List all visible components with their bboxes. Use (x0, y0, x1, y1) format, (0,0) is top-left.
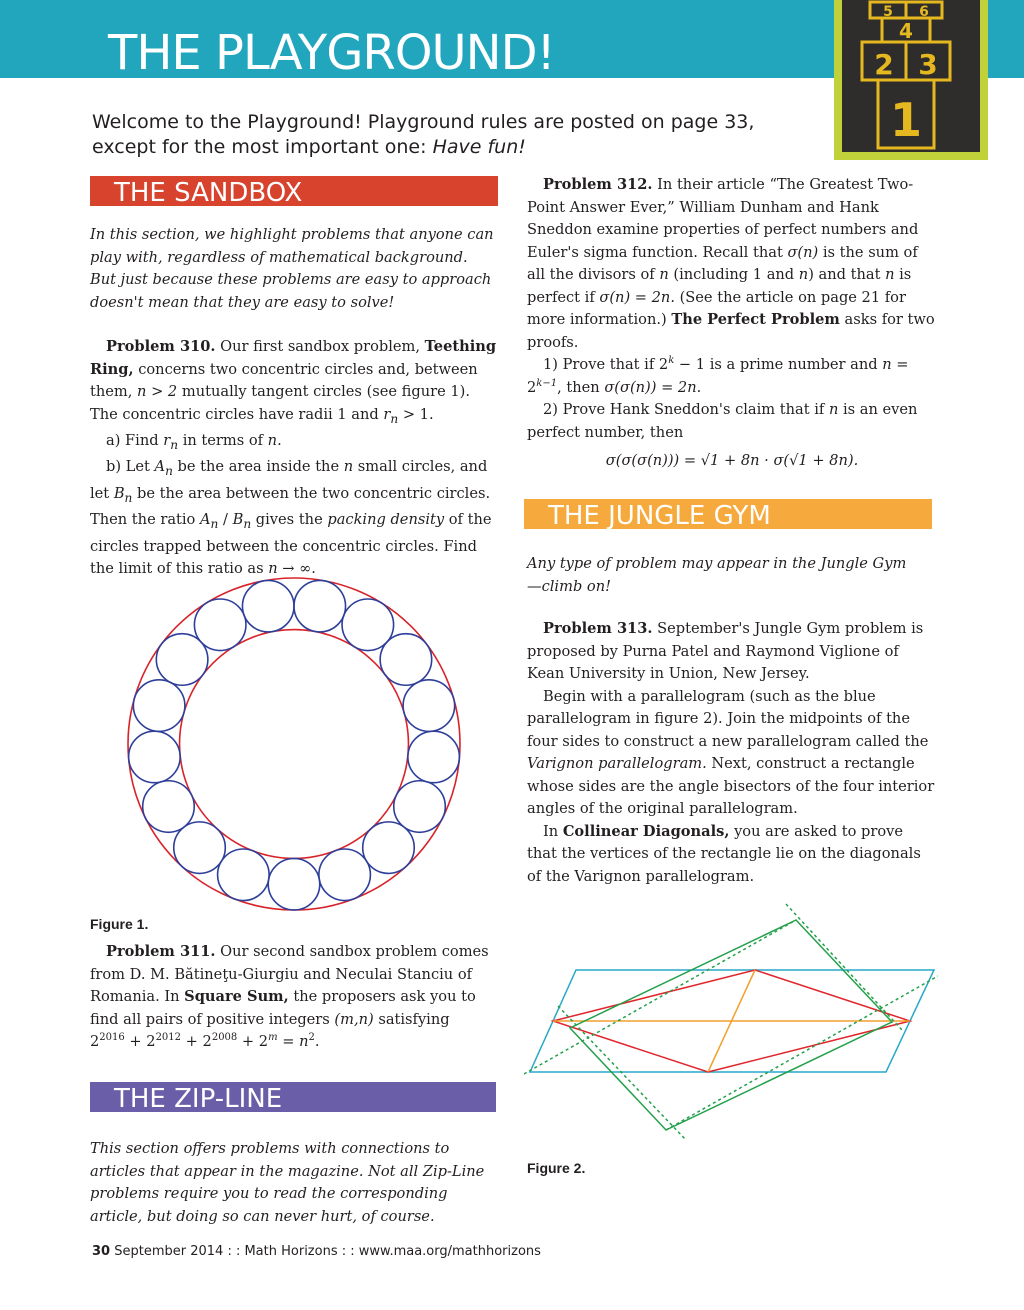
page-title: THE PLAYGROUND! (108, 25, 555, 81)
hop-number: 2 (874, 48, 894, 81)
hop-number: 6 (919, 4, 929, 20)
hopscotch-drawing (842, 0, 980, 152)
jungle-heading-bar (524, 499, 932, 529)
bisector-rectangle (570, 920, 892, 1130)
figure-2-varignon (524, 896, 938, 1142)
angle-bisector (786, 904, 902, 1030)
inner-circle (180, 630, 409, 859)
jungle-intro: Any type of problem may appear in the Jungle Gym—climb on! (527, 555, 907, 595)
sigma-identity: σ(σ(σ(n))) = √1 + 8n · σ(√1 + 8n). (605, 452, 859, 469)
tangent-circle (133, 680, 185, 732)
hop-number: 5 (883, 4, 893, 20)
angle-bisector (666, 976, 938, 1130)
tangent-circle (319, 849, 371, 901)
problem-311: Problem 311. Our second sandbox problem comes from D. M. Bătineţu-Giurgiu and Neculai Stanciu of Romania. In Square Sum, the proposers ask you to find all pairs of positive integers (m,n) satisfying $2^{2016} + 2^{2012} + 2^{2008} + 2^m = n^2$. (90, 941, 498, 1054)
problem-310: Problem 310. Our first sandbox problem, Teething Ring, concerns two concentric circles and, between them, n > 2 mutually tangent circles (see figure 1). The concentric circles have radii 1 and $r_n > 1$. a) Find $r_n$ in terms of n. b) Let $A_n$ be the area inside the n small circles, and let $B_n$ be the area between the two concentric circles. Then the ratio $A_n / B_n$ gives the packing density of the circles trapped between the concentric circles. Find the limit of this ratio as n → ∞. (90, 338, 497, 578)
tangent-circle (268, 858, 320, 910)
tangent-circle (143, 781, 195, 833)
tangent-circle (129, 731, 181, 783)
sandbox-heading: THE SANDBOX (114, 178, 303, 208)
hop-number: 4 (899, 19, 913, 43)
tangent-circle (380, 634, 432, 686)
page-footer: 30 September 2014 : : Math Horizons : : www.maa.org/mathhorizons (92, 1244, 541, 1259)
tangent-circle (363, 822, 415, 874)
hop-number: 3 (918, 48, 938, 81)
tangent-circle (294, 580, 346, 632)
zipline-intro: This section offers problems with connections to articles that appear in the magazine. Not all Zip-Line problems require you to read the corresponding article, but doing so can never hurt, of course. (90, 1140, 485, 1225)
zipline-heading: THE ZIP-LINE (114, 1084, 283, 1114)
problem-312: Problem 312. In their article “The Greatest Two-Point Answer Ever,” William Dunham and Hank Sneddon examine properties of perfect numbers and Euler's sigma function. Recall that σ(n) is the sum of all the divisors of n (including 1 and n) and that n is perfect if σ(n) = 2n. (See the article on page 21 for more information.) The Perfect Problem asks for two proofs. 1) Prove that if $2^k - 1$ is a prime number and $n = 2^{k-1}$, then σ(σ(n)) = 2n. 2) Prove Hank Sneddon's claim that if n is an even perfect number, then σ(σ(σ(n))) = √1 + 8n · σ(√1 + 8n). (527, 174, 937, 473)
zipline-heading-bar (90, 1082, 496, 1112)
tangent-circle (242, 580, 294, 632)
angle-bisector (558, 1006, 686, 1140)
angle-bisector (524, 920, 796, 1074)
tangent-circle (408, 731, 460, 783)
tangent-circle (218, 849, 270, 901)
sandbox-intro: In this section, we highlight problems that anyone can play with, regardless of mathematical background. But just because these problems are easy to approach doesn't mean that they are easy to solve! (90, 226, 494, 311)
hopscotch-image (842, 0, 980, 152)
hop-number: 1 (889, 93, 923, 147)
jungle-heading: THE JUNGLE GYM (548, 501, 771, 531)
square-sum-equation: $2^{2016} + 2^{2012} + 2^{2008} + 2^m = n^2$. (90, 1032, 320, 1050)
tangent-circle (403, 680, 455, 732)
problem-313: Problem 313. September's Jungle Gym problem is proposed by Purna Patel and Raymond Viglione of Kean University in Union, New Jersey. Begin with a parallelogram (such as the blue parallelogram in figure 2). Join the midpoints of the four sides to construct a new parallelogram called the Varignon parallelogram. Next, construct a rectangle whose sides are the angle bisectors of the four interior angles of the original parallelogram. In Collinear Diagonals, you are asked to prove that the vertices of the rectangle lie on the diagonals of the Varignon parallelogram. (527, 620, 935, 885)
figure-1-caption: Figure 1. (90, 916, 149, 932)
sandbox-heading-bar (90, 176, 498, 206)
welcome-text: Welcome to the Playground! Playground rules are posted on page 33, except for the most important one: Have fun! (92, 111, 755, 158)
figure-2-caption: Figure 2. (527, 1160, 586, 1176)
figure-1-teething-ring (118, 576, 470, 912)
tangent-circle (194, 599, 246, 651)
